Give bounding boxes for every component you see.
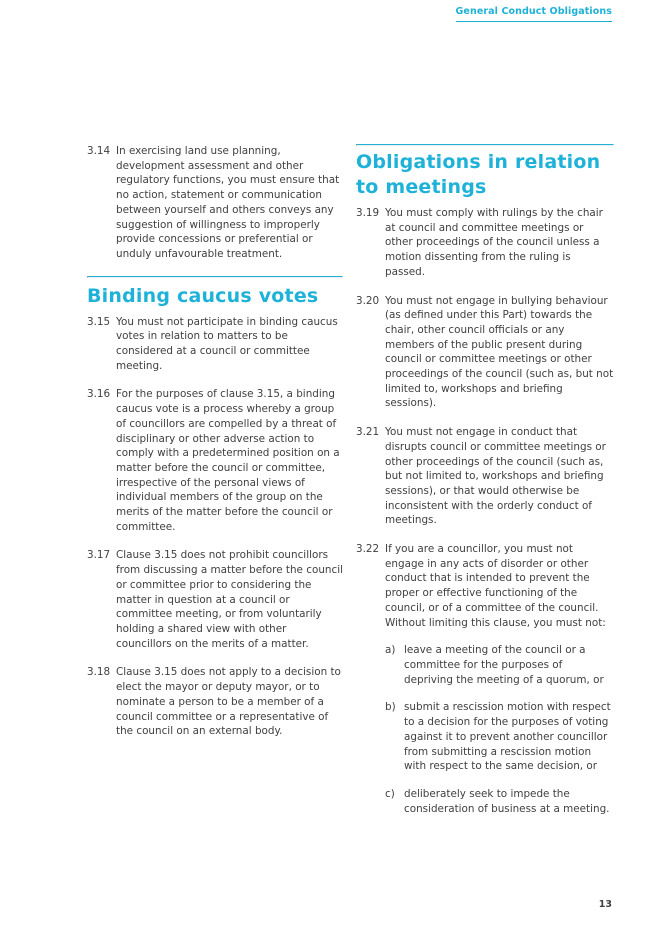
clause-text: You must not engage in conduct that disrupts council or committee meetings or other proceedings of the council (such as, but not limited to, workshops and briefing sessions), or that would otherwise be inconsistent with the orderly conduct of meetings.: [385, 426, 606, 527]
clause-3-22: [356, 542, 614, 816]
clause-3-21: [356, 425, 614, 528]
section-divider: [356, 144, 614, 146]
sub-item-b: [385, 700, 614, 774]
page-number: 13: [598, 899, 612, 910]
sub-item-letter: a): [385, 644, 396, 657]
clause-text: In exercising land use planning, development assessment and other regulatory functions, you must ensure that no action, statement or communication between yourself and others conveys any suggestion of willingness to improperly provide concessions or preferential or unduly unfavourable treatment.: [116, 145, 340, 260]
clause-number: 3.18: [87, 666, 111, 679]
sub-item-text: deliberately seek to impede the consideration of business at a meeting.: [404, 787, 610, 815]
left-column: [87, 144, 343, 753]
clause-3-16: [87, 387, 343, 534]
clause-3-17: [87, 548, 343, 651]
clause-text: Clause 3.15 does not prohibit councillors from discussing a matter before the council or committee prior to considering the matter in question at a council or committee meeting, or from voluntarily holding a shared view with other councillors on the merits of a matter.: [116, 549, 343, 650]
running-header: General Conduct Obligations: [456, 6, 612, 22]
right-column: [356, 144, 614, 830]
clause-number: 3.14: [87, 145, 111, 157]
clause-number: 3.19: [356, 207, 380, 219]
clause-text: You must not participate in binding caucus votes in relation to matters to be considered at a council or committee meeting.: [116, 315, 338, 372]
sub-item-c: [385, 787, 614, 816]
clause-3-15: [87, 315, 343, 374]
clause-number: 3.16: [87, 388, 111, 401]
clause-number: 3.17: [87, 549, 111, 562]
clause-body: [385, 542, 614, 816]
clause-number: 3.22: [356, 543, 380, 556]
clause-text: For the purposes of clause 3.15, a binding caucus vote is a process whereby a group of councillors are compelled by a threat of disciplinary or other adverse action to comply with a predetermined position on a matter before the council or committee, irrespective of the personal views of individual members of the group on the merits of the matter before the council or committee.: [116, 388, 340, 533]
clause-3-14: [87, 144, 343, 262]
clause-3-19: [356, 206, 614, 280]
clause-text: Clause 3.15 does not apply to a decision to elect the mayor or deputy mayor, or to nominate a person to be a member of a council committee or a representative of the council on an external body.: [116, 666, 341, 738]
clause-number: 3.21: [356, 426, 380, 439]
sub-item-a: [385, 643, 614, 687]
clause-3-20: [356, 294, 614, 412]
section-divider: [87, 276, 343, 278]
section-heading-obligations-meetings: Obligations in relation to meetings: [356, 151, 601, 198]
section-heading-binding-caucus-votes: Binding caucus votes: [87, 284, 319, 307]
clause-number: 3.20: [356, 294, 380, 307]
clause-text: You must comply with rulings by the chair at council and committee meetings or other proceedings of the council unless a motion dissenting from the ruling is passed.: [385, 207, 603, 278]
sub-item-text: submit a rescission motion with respect to a decision for the purposes of voting against it to prevent another councillor from submitting a rescission motion with respect to the same decision, or: [404, 701, 611, 773]
clause-text: You must not engage in bullying behaviour (as defined under this Part) towards the chair, other council officials or any members of the public present during council or committee meetings or other proceedings of the council (such as, but not limited to, workshops and briefing sessions).: [385, 294, 614, 410]
sub-item-letter: b): [385, 701, 396, 714]
sub-item-letter: c): [385, 787, 395, 800]
clause-3-18: [87, 665, 343, 739]
clause-number: 3.15: [87, 315, 111, 328]
clause-text: If you are a councillor, you must not engage in any acts of disorder or other conduct that is intended to prevent the proper or effective functioning of the council, or of a committee of the council. Without limiting this clause, you must not:: [385, 543, 606, 629]
sub-item-text: leave a meeting of the council or a committee for the purposes of depriving the meeting of a quorum, or: [404, 644, 604, 686]
